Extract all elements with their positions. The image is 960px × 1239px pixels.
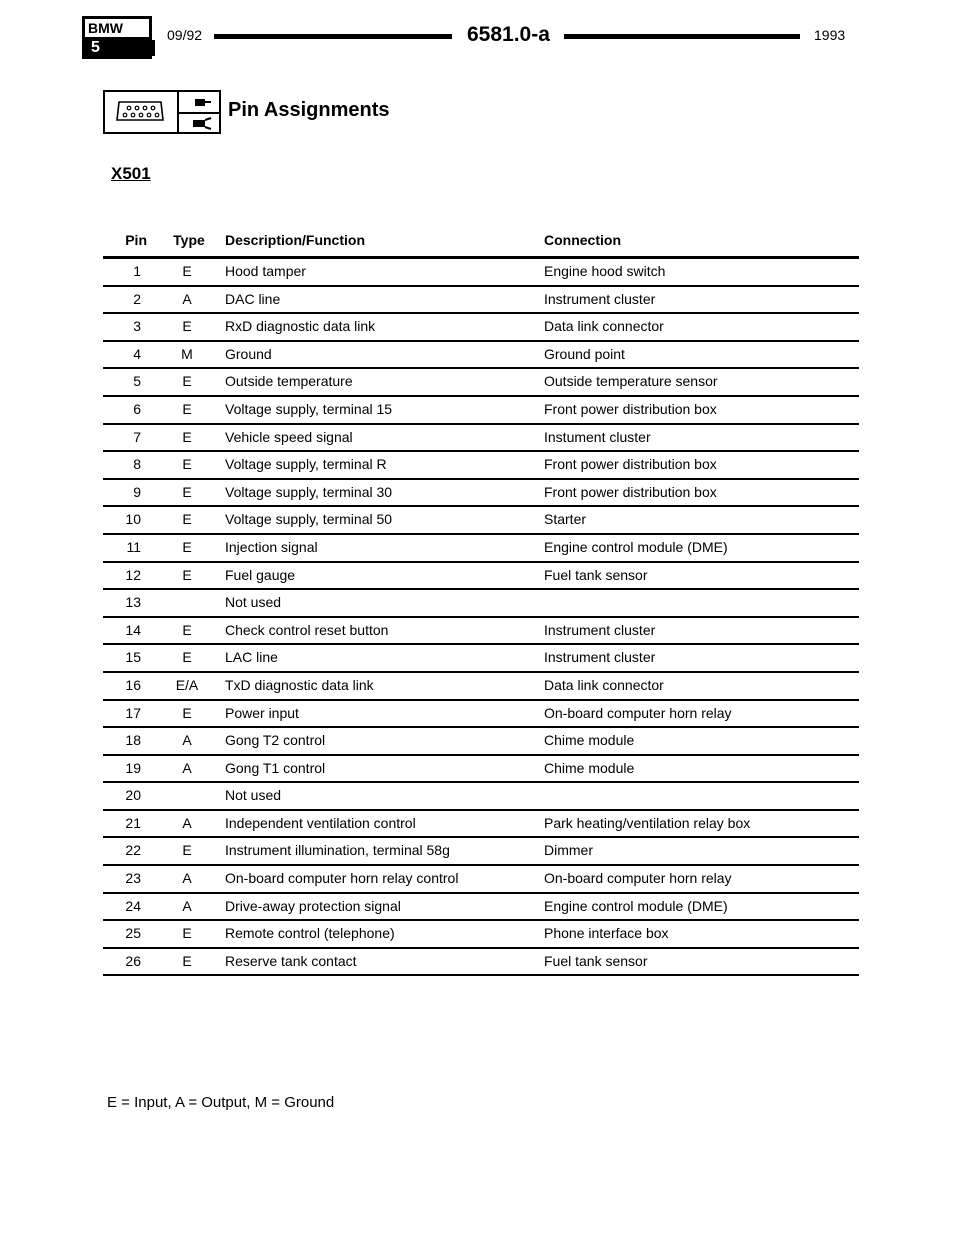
cell-pin: 10 [125,511,141,528]
cell-description: Gong T1 control [225,759,326,776]
cell-description: RxD diagnostic data link [225,318,376,335]
header-type: Type [173,232,205,248]
cell-type: E [182,704,192,721]
header-year: 1993 [814,27,846,43]
table-row [103,452,859,480]
cell-type: E [182,538,192,555]
cell-type: A [182,814,192,831]
cell-connection: Data link connector [544,676,664,693]
header-rule-right [564,34,800,39]
table-row [103,259,859,287]
pin-assignment-icon-box [103,90,221,134]
header-rule-left [214,34,452,39]
cell-connection: Engine control module (DME) [544,897,728,914]
cell-connection: On-board computer horn relay [544,704,732,721]
section-title: Pin Assignments [228,99,390,121]
cell-type: E [182,566,192,583]
cell-pin: 26 [125,952,141,969]
cell-pin: 25 [125,925,141,942]
table-row [103,480,859,508]
cell-type: E [182,952,192,969]
table-row [103,673,859,701]
cell-description: Power input [225,704,299,721]
cell-pin: 15 [125,649,141,666]
cell-connection: Outside temperature sensor [544,373,718,390]
cell-pin: 24 [125,897,141,914]
table-row [103,618,859,646]
cell-pin: 6 [133,400,141,417]
cell-connection: Fuel tank sensor [544,952,648,969]
cell-connection: Engine control module (DME) [544,538,728,555]
logo-series-text: 5 [85,40,155,56]
table-body [103,259,859,976]
cell-connection: Starter [544,511,587,528]
cell-description: On-board computer horn relay control [225,870,459,887]
cell-pin: 13 [125,594,141,611]
plug-icon [191,95,213,109]
table-header [103,226,859,256]
connector-id: X501 [111,164,151,183]
table-row [103,507,859,535]
cell-pin: 20 [125,787,141,804]
cell-description: Check control reset button [225,621,389,638]
cell-type: E [182,649,192,666]
cell-description: Vehicle speed signal [225,428,353,445]
cell-pin: 1 [133,263,141,279]
cell-pin: 12 [125,566,141,583]
cell-description: Hood tamper [225,263,306,279]
cell-connection: On-board computer horn relay [544,870,732,887]
type-legend: E = Input, A = Output, M = Ground [107,1094,335,1111]
table-row [103,783,859,811]
cell-description: TxD diagnostic data link [225,676,374,693]
cell-pin: 16 [125,676,141,693]
icon-divider-horizontal [179,112,219,114]
cell-description: LAC line [225,649,278,666]
cell-pin: 3 [133,318,141,335]
cell-pin: 22 [125,842,141,859]
cell-description: Independent ventilation control [225,814,416,831]
cell-description: Not used [225,787,282,804]
cell-type: E [182,511,192,528]
cell-connection: Phone interface box [544,925,669,942]
cell-type: A [182,732,192,749]
table-row [103,949,859,977]
header-pin: Pin [125,232,147,248]
cell-description: Outside temperature [225,373,353,390]
table-row [103,866,859,894]
cell-description: Reserve tank contact [225,952,357,969]
table-row [103,701,859,729]
table-row [103,728,859,756]
cell-type: E [182,621,192,638]
cell-description: Fuel gauge [225,566,296,583]
cell-pin: 19 [125,759,141,776]
logo-brand-text: BMW [85,19,152,40]
cell-connection: Front power distribution box [544,483,717,500]
cell-type: E [182,428,192,445]
cell-description: Not used [225,594,282,611]
cell-pin: 21 [125,814,141,831]
table-row [103,811,859,839]
table-row [103,342,859,370]
cell-description: Voltage supply, terminal 30 [225,483,393,500]
table-row [103,425,859,453]
cell-connection: Engine hood switch [544,263,666,279]
cell-type: E [182,263,192,279]
cell-pin: 9 [133,483,141,500]
cell-connection: Instrument cluster [544,621,656,638]
cell-type: E [182,318,192,335]
cell-type: E [182,400,192,417]
cell-description: DAC line [225,290,281,307]
cell-pin: 5 [133,373,141,390]
cell-description: Drive-away protection signal [225,897,401,914]
table-row [103,756,859,784]
cell-connection: Instument cluster [544,428,651,445]
cell-type: E [182,456,192,473]
cell-description: Instrument illumination, terminal 58g [225,842,450,859]
cell-description: Remote control (telephone) [225,925,395,942]
cell-type: M [181,345,193,362]
cell-description: Voltage supply, terminal 50 [225,511,393,528]
table-row [103,838,859,866]
cell-pin: 23 [125,870,141,887]
header-connection: Connection [544,232,621,248]
cell-connection: Instrument cluster [544,649,656,666]
connector-icon [115,100,165,122]
document-number: 6581.0-a [467,23,550,46]
cell-pin: 14 [125,621,141,638]
cell-pin: 2 [133,290,141,307]
cell-connection: Chime module [544,759,635,776]
cell-connection: Dimmer [544,842,593,859]
cell-connection: Fuel tank sensor [544,566,648,583]
pin-assignment-table [103,226,859,976]
cell-connection: Ground point [544,345,625,362]
cell-description: Ground [225,345,272,362]
cell-connection: Chime module [544,732,635,749]
cell-type: A [182,897,192,914]
table-row [103,894,859,922]
cell-pin: 18 [125,732,141,749]
cell-type: E [182,925,192,942]
header-description: Description/Function [225,232,365,248]
cell-connection: Park heating/ventilation relay box [544,814,751,831]
cell-connection: Data link connector [544,318,664,335]
cell-type: E [182,842,192,859]
table-row [103,590,859,618]
cell-type: A [182,870,192,887]
socket-icon [191,116,213,130]
cell-connection: Instrument cluster [544,290,656,307]
cell-connection: Front power distribution box [544,456,717,473]
table-row [103,535,859,563]
table-row [103,563,859,591]
cell-type: E [182,373,192,390]
cell-pin: 4 [133,345,141,362]
table-row [103,397,859,425]
cell-type: A [182,759,192,776]
cell-connection: Front power distribution box [544,400,717,417]
cell-description: Voltage supply, terminal R [225,456,387,473]
table-row [103,921,859,949]
header-date: 09/92 [167,27,203,43]
cell-type: E [182,483,192,500]
cell-pin: 8 [133,456,141,473]
cell-pin: 17 [125,704,141,721]
cell-description: Voltage supply, terminal 15 [225,400,393,417]
cell-pin: 7 [133,428,141,445]
cell-type: A [182,290,192,307]
cell-type: E/A [175,676,199,693]
bmw-5-series-logo [82,16,152,59]
table-row [103,287,859,315]
table-row [103,369,859,397]
cell-pin: 11 [126,538,141,555]
table-row [103,314,859,342]
cell-description: Injection signal [225,538,318,555]
table-row [103,645,859,673]
cell-description: Gong T2 control [225,732,326,749]
